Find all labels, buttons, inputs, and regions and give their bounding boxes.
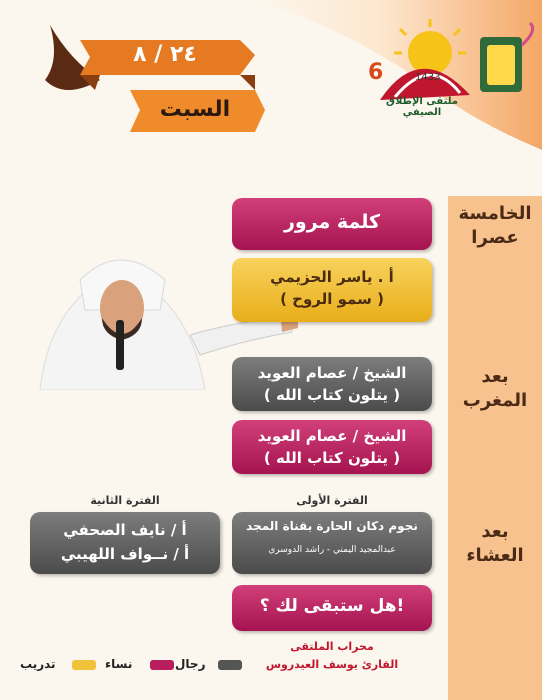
time-asr xyxy=(448,202,542,250)
session-surprise xyxy=(232,585,432,631)
period1-header: الفترة الأولى xyxy=(296,494,368,507)
mihrab-label: محراب الملتقى xyxy=(290,640,374,653)
session-yasser-topic: ( سمو الروح ) xyxy=(280,290,384,308)
date-ribbon xyxy=(40,20,270,150)
session-period1 xyxy=(232,512,432,574)
legend xyxy=(10,656,230,676)
logo-text: ملتقى الإطلاق الصيفي xyxy=(386,96,458,118)
session-issam-men xyxy=(232,357,432,411)
session-issam-women-topic: ( يتلون كتاب الله ) xyxy=(263,449,401,467)
session-period2 xyxy=(30,512,220,574)
session-kalimat-muroor-label: كلمة مرور xyxy=(283,211,380,233)
legend-men-swatch xyxy=(218,660,242,670)
session-surprise-label: هل ستبقى لك ؟! xyxy=(259,596,405,616)
session-kalimat-muroor xyxy=(232,198,432,250)
session-issam-men-name: الشيخ / عصام العويد xyxy=(257,364,407,382)
session-period1-guests: عبدالمجيد اليمني - راشد الدوسري xyxy=(268,545,396,555)
session-issam-men-topic: ( يتلون كتاب الله ) xyxy=(263,386,401,404)
legend-training-swatch xyxy=(72,660,96,670)
day-text: السبت xyxy=(159,97,231,122)
time-isha-line2: العشاء xyxy=(466,545,524,566)
legend-women-swatch xyxy=(150,660,174,670)
mihrab-info xyxy=(232,638,432,674)
session-period2-line1: أ / نايف الصحفي xyxy=(63,521,187,539)
legend-men-label: رجال xyxy=(175,657,206,671)
period2-header: الفترة الثانية xyxy=(90,494,160,507)
time-isha-line1: بعد xyxy=(481,521,509,542)
time-maghrib-line2: المغرب xyxy=(462,390,528,411)
legend-women-label: نساء xyxy=(105,657,133,671)
date-text: ٢٤ / ٨ xyxy=(133,42,197,67)
session-issam-women-name: الشيخ / عصام العويد xyxy=(257,427,407,445)
time-isha xyxy=(448,520,542,568)
logo-number: 6 xyxy=(368,60,384,85)
session-yasser xyxy=(232,258,432,322)
session-issam-women xyxy=(232,420,432,474)
time-maghrib-line1: بعد xyxy=(481,366,509,387)
session-period1-title: نجوم دكان الحارة بقناة المجد xyxy=(246,519,418,533)
logo-year: 1433 xyxy=(415,72,441,83)
time-column xyxy=(448,196,542,700)
qari-name: القارئ يوسف العيدروس xyxy=(265,658,399,671)
legend-training-label: تدريب xyxy=(20,657,56,671)
session-yasser-name: أ . ياسر الحزيمي xyxy=(270,268,394,286)
session-period2-line2: أ / نــواف اللهيبي xyxy=(60,545,190,563)
time-asr-line2: عصرا xyxy=(471,227,519,248)
time-maghrib xyxy=(448,365,542,413)
time-asr-line1: الخامسة xyxy=(458,203,532,224)
